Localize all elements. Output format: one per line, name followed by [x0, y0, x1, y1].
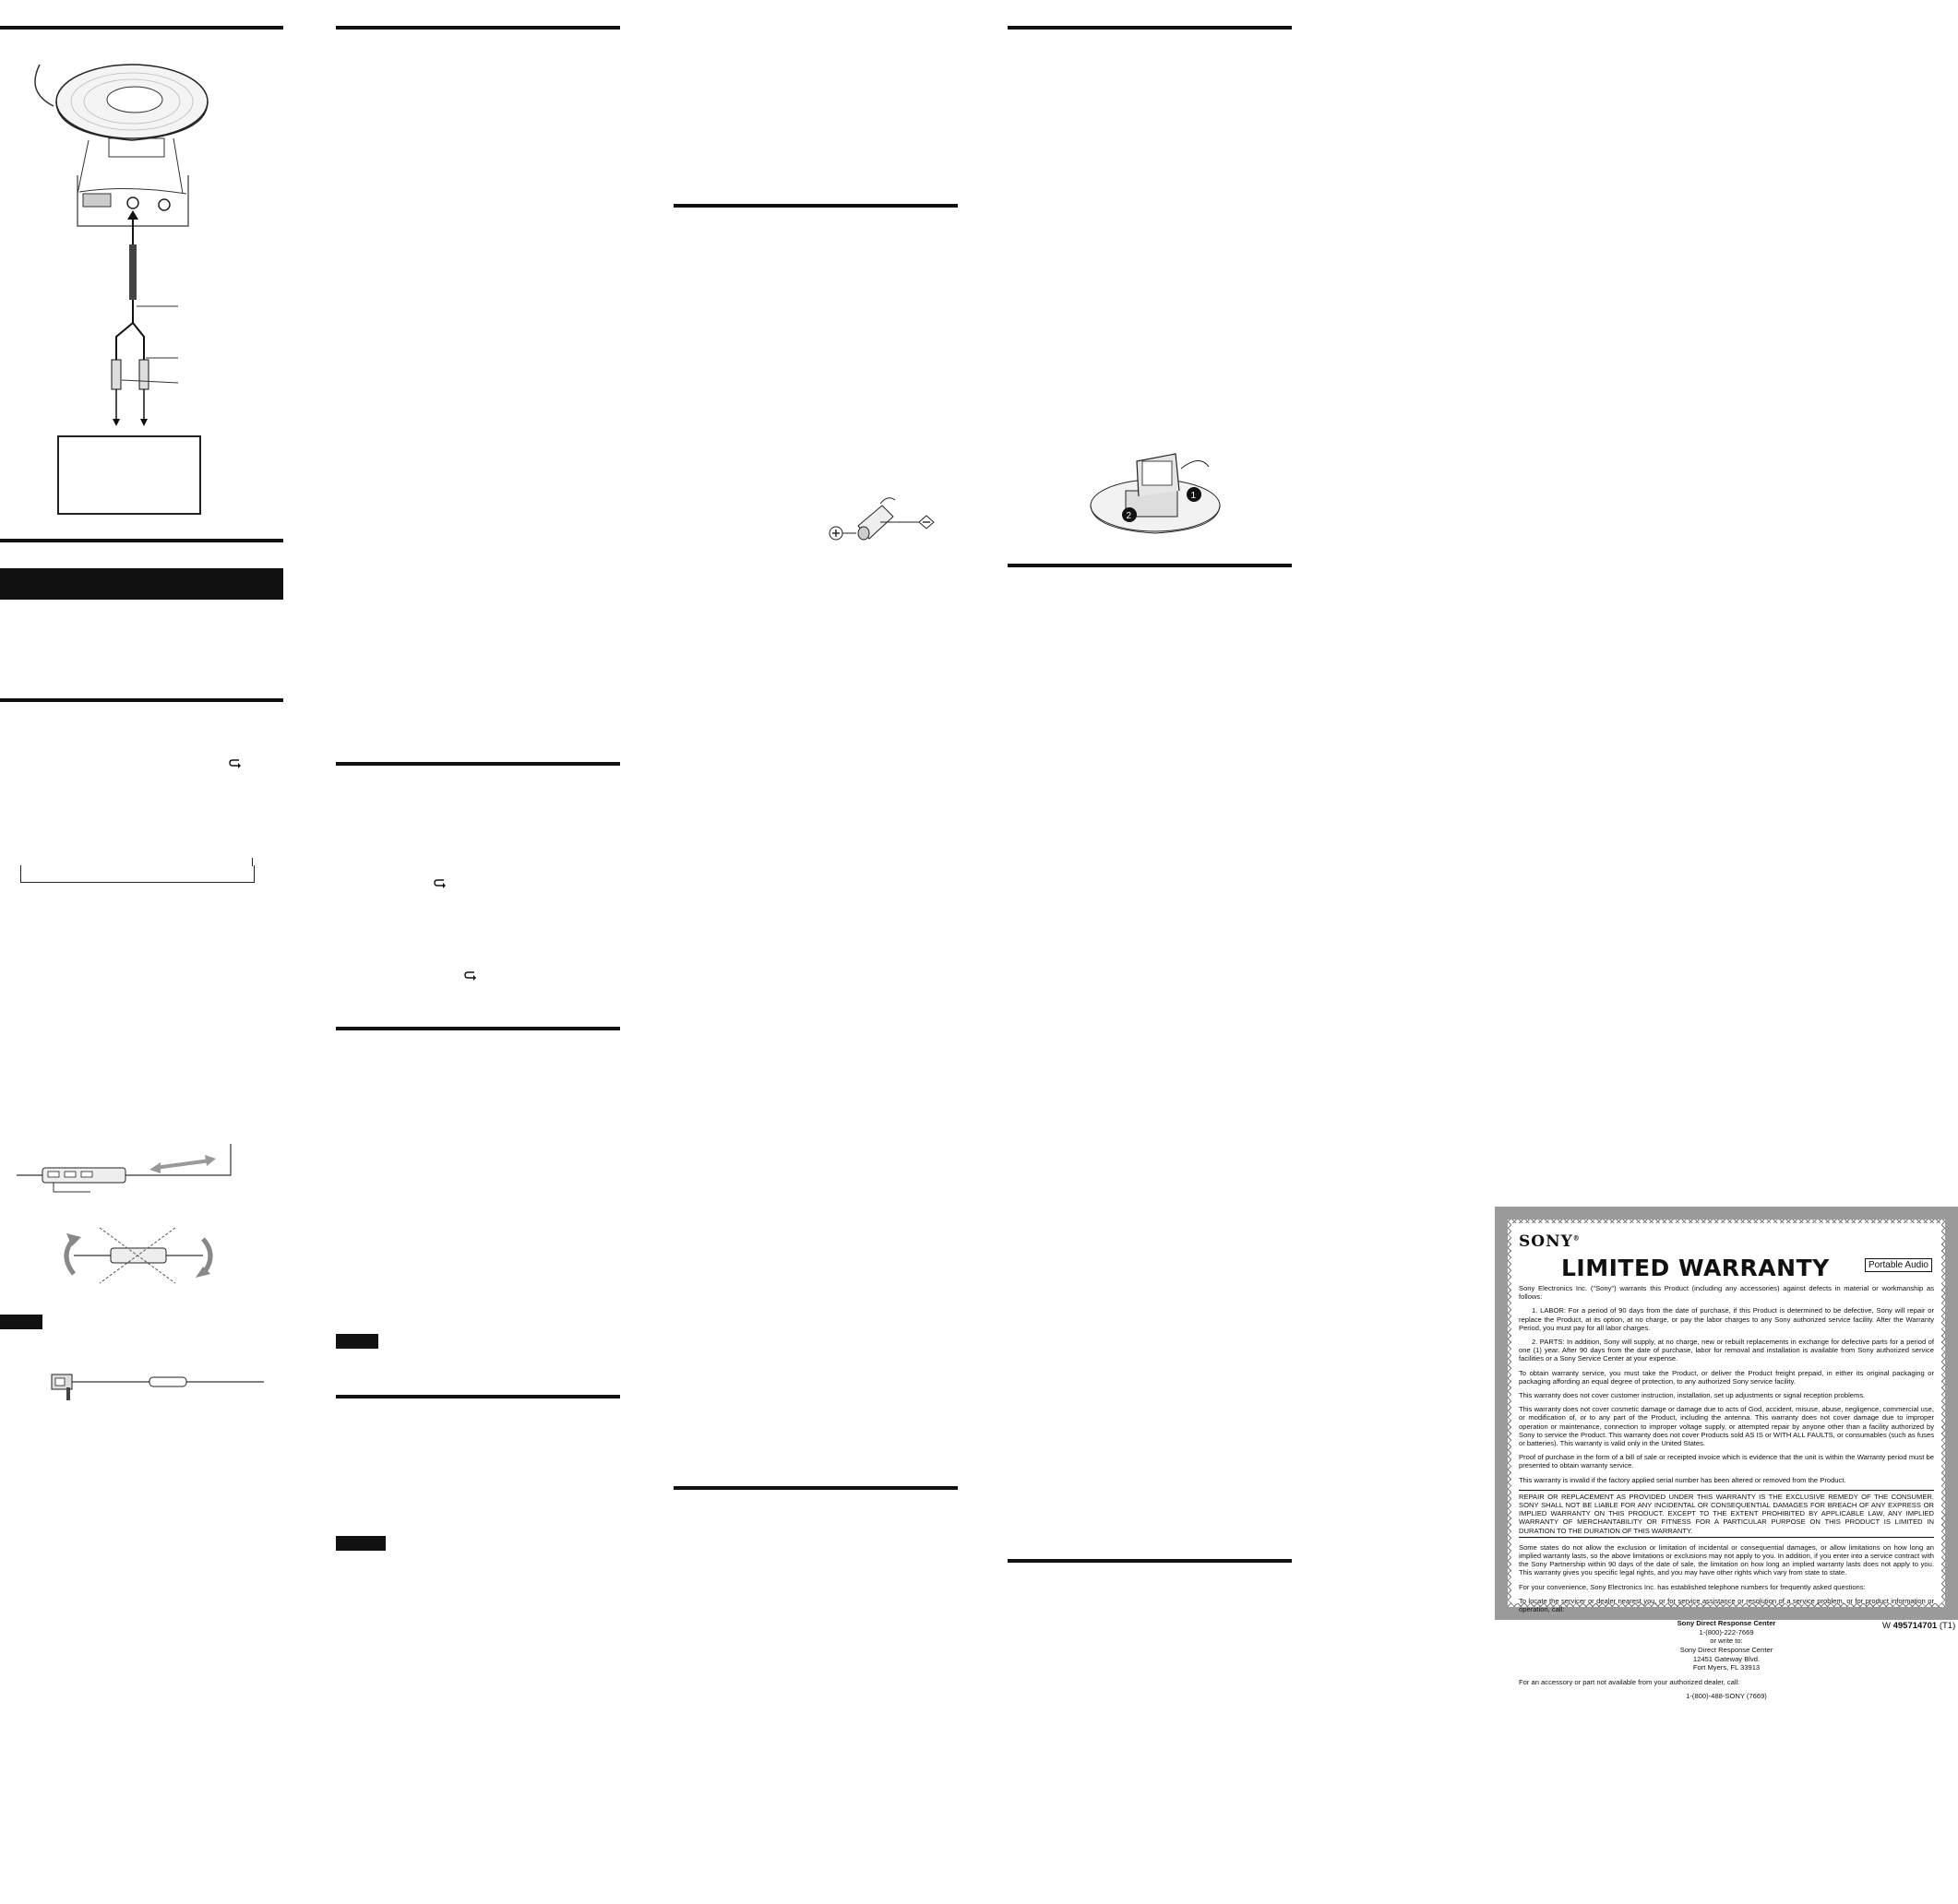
svg-text:2: 2 [1126, 511, 1132, 521]
section-rule-c2-4 [336, 1395, 620, 1398]
section-rule-c4-3 [1008, 1559, 1292, 1563]
bracket-box [20, 865, 255, 883]
warranty-proof-of-purchase: Proof of purchase in the form of a bill of sale or receipted invoice which is evidence that the unit is within the Warranty period must be presented to obtain warranty service. [1519, 1453, 1934, 1470]
notes-label-box [336, 1536, 386, 1551]
accessory-phone: 1-(800)-488-SONY (7669) [1686, 1692, 1767, 1701]
remote-control-slide-illustration [17, 1142, 238, 1197]
warranty-parts: 2. PARTS: In addition, Sony will supply, at no charge, new or rebuilt replacements in exchange for defective parts for a period of one (1) year. After 90 days from the date of purchase, labor for removal and installation is available from Sony authorized service facilities or a Sony Service Center at your expense. [1519, 1338, 1934, 1363]
warranty-exclusion-install: This warranty does not cover customer instruction, installation, set up adjustments or signal reception problems. [1519, 1391, 1866, 1400]
section-heading-bar [0, 568, 283, 600]
remote-plug-illustration [46, 1367, 268, 1404]
sony-logo: SONY® [1519, 1232, 1581, 1251]
repeat-icon [229, 758, 242, 769]
product-category-tag: Portable Audio [1865, 1258, 1932, 1272]
section-rule-c4-2 [1008, 564, 1292, 567]
connected-device-box [57, 435, 201, 515]
note-label-box-2 [336, 1334, 378, 1349]
warranty-labor: 1. LABOR: For a period of 90 days from the date of purchase, if this Product is determined to be defective, Sony will repair or replace the Product, at its option, at no charge, or pay the labor charges to any Sony authorized service facility. After the Warranty Period, you must pay for all labor charges. [1519, 1306, 1934, 1332]
repeat-icon-3 [464, 970, 477, 982]
section-rule-c4-top [1008, 26, 1292, 30]
repeat-icon-2 [434, 878, 447, 889]
section-rule-c1-3 [0, 698, 283, 702]
warranty-convenience: For your convenience, Sony Electronics Inc. has established telephone numbers for frequently asked questions: [1519, 1582, 1866, 1591]
battery-polarity-illustration [827, 485, 937, 544]
bracket-box-right-tick [252, 858, 253, 866]
warranty-intro: Sony Electronics Inc. ("Sony") warrants this Product (including any accessories) against defects in material or workmanship as follows: [1519, 1284, 1934, 1302]
section-rule-c3-1 [674, 204, 958, 208]
warranty-accessory: For an accessory or part not available from your authorized dealer, call: [1519, 1677, 1740, 1686]
warranty-invalid-clause: This warranty is invalid if the factory applied serial number has been altered or removed from the Product. [1519, 1475, 1846, 1484]
section-rule-c1-2 [0, 539, 283, 542]
section-rule-c2-2 [336, 762, 620, 766]
note-label-box [0, 1315, 42, 1329]
document-number: W 495714701 (T1) [1882, 1621, 1956, 1631]
warranty-title: LIMITED WARRANTY [1561, 1255, 1830, 1281]
cd-player-connection-illustration [26, 55, 210, 443]
warranty-state-rights: Some states do not allow the exclusion or limitation of incidental or consequential damages, or allow limitations on how long an implied warranty lasts, so the above limitations or exclusions may not apply to you. In addition, if you enter into a service contract with the Sony Partnership within 90 days of the date of sale, the limitation on how long an implied warranty lasts does not apply to you. This warranty gives you specific legal rights, and you may have other rights which vary from state to state. [1519, 1542, 1934, 1577]
warranty-exclusive-remedy: REPAIR OR REPLACEMENT AS PROVIDED UNDER THIS WARRANTY IS THE EXCLUSIVE REMEDY OF THE CONSUMER. SONY SHALL NOT BE LIABLE FOR ANY INCIDENTAL OR CONSEQUENTIAL DAMAGES FOR BREACH OF ANY EXPRESS OR IMPLIED WARRANTY ON THIS PRODUCT. EXCEPT TO THE EXTENT PROHIBITED BY APPLICABLE LAW, ANY IMPLIED WARRANTY OF MERCHANTABILITY OR FITNESS FOR A PARTICULAR PURPOSE ON THIS PRODUCT IS LIMITED IN DURATION TO THE DURATION OF THIS WARRANTY. [1519, 1490, 1934, 1538]
warranty-locate: To locate the servicer or dealer nearest you, or for service assistance or resolution of a service problem, or for product information or operation, call: [1519, 1596, 1934, 1614]
svg-text:1: 1 [1190, 491, 1197, 501]
battery-compartment-illustration [1083, 441, 1231, 542]
warranty-obtain-service: To obtain warranty service, you must take the Product, or deliver the Product freight prepaid, in either its original packaging or packaging affording an equal degree of protection, to any authorized Sony service facility. [1519, 1368, 1934, 1386]
warranty-exclusion-damage: This warranty does not cover cosmetic damage or damage due to acts of God, accident, misuse, abuse, negligence, commercial use, or modification of, or to any part of the Product, including the antenna. This warranty does not cover damage due to improper operation or maintenance, connection to improper voltage supply, or attempted repair by anyone other than a facility authorized by Sony to service the Product. This warranty does not cover Products sold AS IS or WITH ALL FAULTS, or consumables (such as fuses or batteries). This warranty is valid only in the United States. [1519, 1405, 1934, 1448]
section-rule-c2-top [336, 26, 620, 30]
section-rule-c2-3 [336, 1027, 620, 1030]
remote-control-rotate-illustration [55, 1222, 221, 1287]
service-center-contact: Sony Direct Response Center 1-(800)-222-7669 or write to: Sony Direct Response Center 12451 Gateway Blvd. Fort Myers, FL 33913 [1677, 1619, 1776, 1672]
section-rule-c3-2 [674, 1486, 958, 1490]
section-rule-c1-top [0, 26, 283, 30]
